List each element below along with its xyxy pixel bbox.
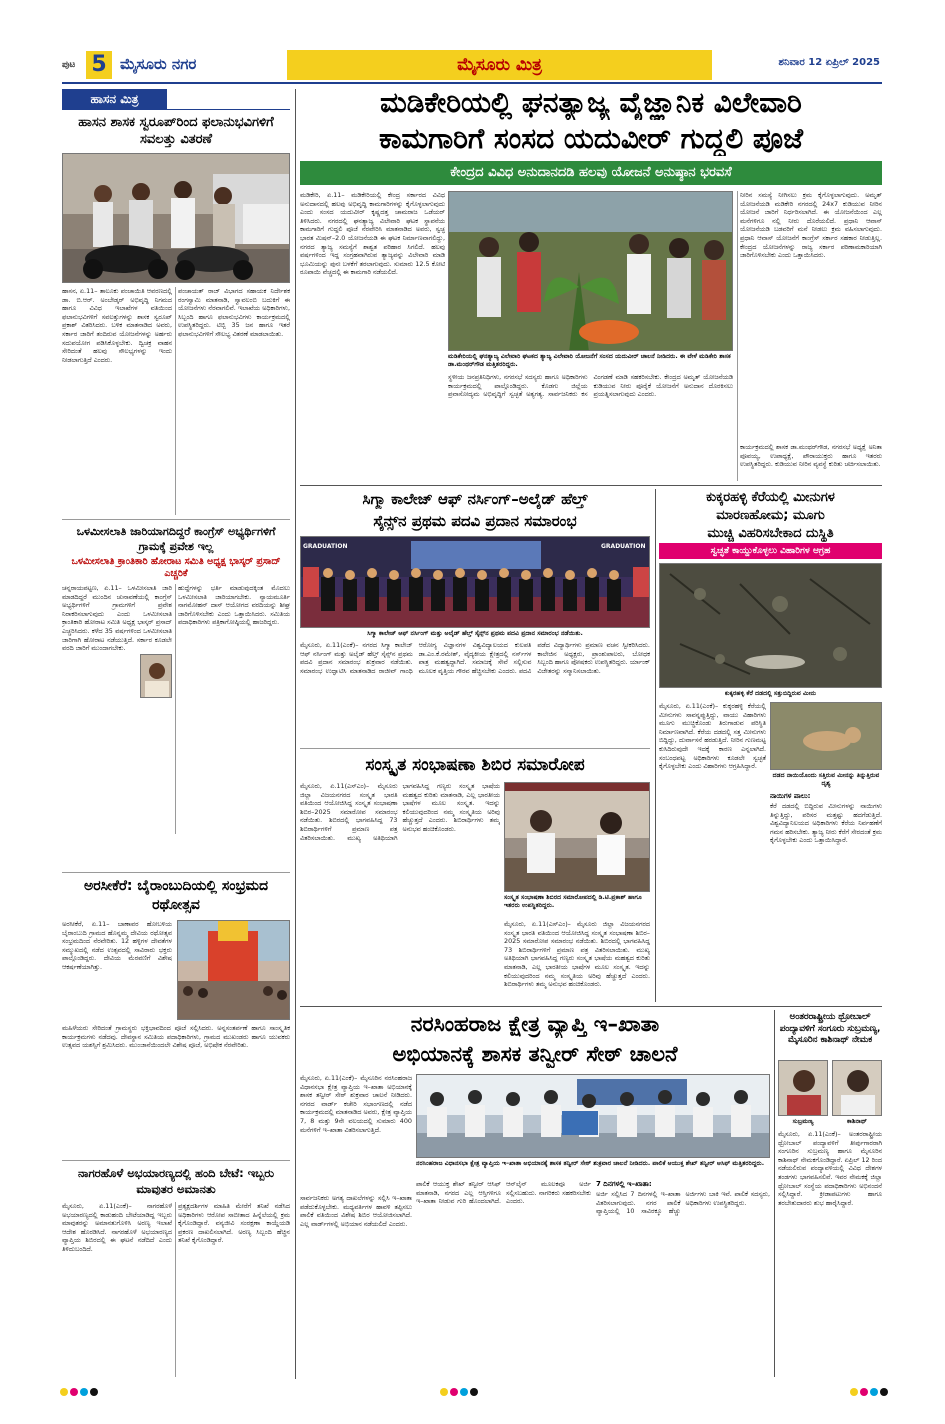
registration-dot — [60, 1388, 68, 1396]
story1-end-rule — [62, 519, 290, 520]
ekhata-headline-2: ಅಭಿಯಾನಕ್ಕೆ ಶಾಸಕ ತನ್ವೀರ್ ಸೇಠ್ ಚಾಲನೆ — [392, 1042, 678, 1066]
throwball-photo-2 — [832, 1060, 882, 1116]
lead-col4: ನೀರಿನ ಸಮಸ್ಯೆ ನೀಗಿಸಲು ಕ್ರಮ ಕೈಗೊಳ್ಳಲಾಗುವುದು. ಅಮೃತ್ ಯೋಜನೆಯಡಿ ಮಡಿಕೇರಿ ನಗರದಲ್ಲಿ 24x7 ಕುಡಿಯುವ ನೀರಿನ ಯೋಜನೆ ಜಾರಿಗೆ ನಿರ್ಧರಿಸಲಾಗಿದೆ. ಈ ಯೋಜನೆಯಿಂದ ಎಲ್ಲ ಮನೆಗಳಿಗೂ ನಲ್ಲಿ ನೀರು ದೊರೆಯಲಿದೆ. ಪ್ರಧಾನಿ ಆವಾಸ್ ಯೋಜನೆಯಡಿ ಬಡವರಿಗೆ ಮನೆ ನೀಡಲು ಕ್ರಮ ವಹಿಸಲಾಗುವುದು. ಪ್ರಧಾನಿ ಆವಾಸ್ ಯೋಜನೆಗೆ ಕಾಂಗ್ರೆಸ್ ಸರ್ಕಾರ ಸಹಕಾರ ನೀಡುತ್ತಿಲ್ಲ. ಕೇಂದ್ರದ ಯೋಜನೆಗಳನ್ನು ರಾಜ್ಯ ಸರ್ಕಾರ ಪರಿಣಾಮಕಾರಿಯಾಗಿ ಜಾರಿಗೊಳಿಸಬೇಕು ಎಂದು ಒತ್ತಾಯಿಸಿದರು. — [740, 191, 882, 260]
sigma-caption: ಸಿಗ್ಮಾ ಕಾಲೇಜ್ ಆಫ್ ನರ್ಸಿಂಗ್ ಮತ್ತು ಅಲೈಡ್ ಹೆಲ್ತ್ ಸೈನ್ಸ್‌ನ ಪ್ರಥಮ ಪದವಿ ಪ್ರದಾನ ಸಮಾರಂಭ ನಡೆಯಿತು. — [367, 630, 583, 637]
left-column-rule — [295, 89, 296, 1379]
story3-headline: ಅರಸೀಕೆರೆ: ಬೈರಾಂಬುದಿಯಲ್ಲಿ ಸಂಭ್ರಮದ ರಥೋತ್ಸವ — [83, 878, 269, 913]
lead-headline-1: ಮಡಿಕೇರಿಯಲ್ಲಿ ಘನತ್ಯಾಜ್ಯ ವೈಜ್ಞಾನಿಕ ವಿಲೇವಾರಿ — [380, 86, 802, 119]
story1-headline: ಹಾಸನ ಶಾಸಕ ಸ್ವರೂಪ್‌ರಿಂದ ಫಲಾನುಭವಿಗಳಿಗೆ ಸವಲತ್ತು ವಿತರಣೆ — [78, 115, 274, 147]
lake-caption-2: ದಡದ ನಾಯಿಯೊಂದು ಸತ್ತಿರುವ ಮೀನನ್ನು ತಿನ್ನುತ್ತಿರುವ ದೃಶ್ಯ — [772, 772, 880, 787]
ekhata-headline-1: ನರಸಿಂಹರಾಜ ಕ್ಷೇತ್ರ ವ್ಯಾಪ್ತಿ ಇ–ಖಾತಾ — [410, 1012, 660, 1036]
ekhata-body-d: ಅರ್ಜಿ ಸಲ್ಲಿಸಿದ 7 ದಿನಗಳಲ್ಲಿ ಇ–ಖಾತಾ ವಿತರಿಸಲಾಗುವುದು. ನಗರ ಪಾಲಿಕೆ ವ್ಯಾಪ್ತಿಯಲ್ಲಿ 10 ಸಾವಿರಕ್ಕೂ ಹೆಚ್ಚು ಅರ್ಜಿಗಳು ಬಾಕಿ ಇವೆ. ಪಾಲಿಕೆ ಸದಸ್ಯರು, ಅಧಿಕಾರಿಗಳು ಉಪಸ್ಥಿತರಿದ್ದರು. — [596, 1190, 770, 1216]
story2-headline: ಒಳಮೀಸಲಾತಿ ಜಾರಿಯಾಗದಿದ್ದರೆ ಕಾಂಗ್ರೆಸ್ ಅಭ್ಯರ್ಥಿಗಳಿಗೆ ಗ್ರಾಮಕ್ಕೆ ಪ್ರವೇಶ ಇಲ್ಲ — [76, 525, 276, 553]
ekhata-body-c: ಪಾಲಿಕೆ ಆಯುಕ್ತ ಶೇಖ್ ತನ್ವೀರ್ ಆಸಿಫ್ ಮಾತನಾಡಿ, ನಗರದ ಎಲ್ಲ ಆಸ್ತಿಗಳಿಗೂ ಇ–ಖಾತಾ ನೀಡುವ ಗುರಿ ಹೊಂದಲಾಗಿದೆ. ಆನ್‌ಲೈನ್ ಮೂಲಕವೂ ಅರ್ಜಿ ಸಲ್ಲಿಸಬಹುದು. ನಾಗರಿಕರು ಸಹಕರಿಸಬೇಕು ಎಂದರು. — [416, 1180, 591, 1206]
lake-headline-1: ಕುಕ್ಕರಹಳ್ಳಿ ಕೆರೆಯಲ್ಲಿ ಮೀನುಗಳ — [706, 490, 835, 505]
sigma-photo — [300, 536, 650, 628]
middle-column-rule — [655, 489, 656, 1002]
page-label: ಪುಟ — [62, 60, 76, 70]
graduation-banner-right: GRADUATION — [601, 543, 646, 550]
ekhata-caption: ನರಸಿಂಹರಾಜ ವಿಧಾನಸಭಾ ಕ್ಷೇತ್ರ ವ್ಯಾಪ್ತಿಯ ಇ–ಖಾತಾ ಅಭಿಯಾನಕ್ಕೆ ಶಾಸಕ ತನ್ವೀರ್ ಸೇಠ್ ಶುಕ್ರವಾರ ಚಾಲನೆ ನೀಡಿದರು. ಪಾಲಿಕೆ ಆಯುಕ್ತ ಶೇಖ್ ತನ್ವೀರ್ ಆಸಿಫ್ ಮತ್ತಿತರರಿದ್ದರು. — [416, 1160, 765, 1167]
sigma-end-rule — [300, 748, 650, 749]
sigma-headline-2: ಸೈನ್ಸ್‌ನ ಪ್ರಥಮ ಪದವಿ ಪ್ರದಾನ ಸಮಾರಂಭ — [373, 512, 577, 530]
registration-dot — [850, 1388, 858, 1396]
page-header — [0, 0, 945, 82]
registration-dot — [80, 1388, 88, 1396]
story1-photo — [62, 153, 290, 283]
paper-name: ಮೈಸೂರು ಮಿತ್ರ — [457, 55, 542, 75]
registration-dot — [440, 1388, 448, 1396]
registration-dot — [460, 1388, 468, 1396]
lake-band: ಸ್ವಚ್ಛತೆ ಕಾಯ್ದುಕೊಳ್ಳಲು ವಿಹಾರಿಗಳ ಆಗ್ರಹ — [659, 543, 882, 559]
ekhata-photo — [416, 1074, 770, 1158]
lead-end-rule — [300, 485, 882, 486]
story1-col-rule — [175, 287, 176, 515]
story4-col-rule — [175, 1202, 176, 1377]
registration-dot — [70, 1388, 78, 1396]
sigma-body: ಮೈಸೂರು, ಏ.11(ಎಂಕೆ)– ನಗರದ ಸಿಗ್ಮಾ ಕಾಲೇಜ್ ಆಫ್ ನರ್ಸಿಂಗ್ ಮತ್ತು ಅಲೈಡ್ ಹೆಲ್ತ್ ಸೈನ್ಸ್‌ನ ಪ್ರಥಮ ಪದವಿ ಪ್ರದಾನ ಸಮಾರಂಭ ಶುಕ್ರವಾರ ನಡೆಯಿತು. ಸಮಾರಂಭ ಉದ್ಘಾಟಿಸಿ ಮಾತನಾಡಿದ ರಾಜೀವ್ ಗಾಂಧಿ ಆರೋಗ್ಯ ವಿಜ್ಞಾನಗಳ ವಿಶ್ವವಿದ್ಯಾಲಯದ ಕುಲಪತಿ ಡಾ.ಎಂ.ಕೆ.ರಮೇಶ್, ವೈದ್ಯಕೀಯ ಕ್ಷೇತ್ರದಲ್ಲಿ ನರ್ಸ್‌ಗಳ ಪಾತ್ರ ಮಹತ್ವದ್ದಾಗಿದೆ. ಸಮಾಜಕ್ಕೆ ಸೇವೆ ಸಲ್ಲಿಸುವ ಮೂಲಕ ವೃತ್ತಿಯ ಗೌರವ ಹೆಚ್ಚಿಸಬೇಕು ಎಂದರು. ಪದವಿ ಪಡೆದ ವಿದ್ಯಾರ್ಥಿಗಳು ಪ್ರಮಾಣ ವಚನ ಸ್ವೀಕರಿಸಿದರು. ಕಾಲೇಜಿನ ಅಧ್ಯಕ್ಷರು, ಪ್ರಾಂಶುಪಾಲರು, ಬೋಧಕ ಸಿಬ್ಬಂದಿ ಹಾಗೂ ಪೋಷಕರು ಉಪಸ್ಥಿತರಿದ್ದರು. ರ್ಯಾಂಕ್ ವಿಜೇತರನ್ನು ಸನ್ಮಾನಿಸಲಾಯಿತು. — [300, 641, 650, 675]
lake-subhead: ನಾಯಿಗಳ ಪಾಲು: — [770, 792, 811, 800]
lake-photo-dog — [770, 702, 882, 770]
sanskrit-photo — [504, 782, 650, 892]
story2-end-rule — [62, 872, 290, 873]
story4-body-a: ಮೈಸೂರು, ಏ.11(ಎಂಕೆ)– ನಾಗರಹೊಳೆ ಅಭಯಾರಣ್ಯದಲ್ಲಿ ಕಾಡುಹಂದಿ ಬೇಟೆಯಾಡಿದ್ದ ಇಬ್ಬರು ಮಾವುತರನ್ನು ಅಮಾನತುಗೊಳಿಸಿ ಅರಣ್ಯ ಇಲಾಖೆ ಆದೇಶ ಹೊರಡಿಸಿದೆ. ನಾಗರಹೊಳೆ ಅಭಯಾರಣ್ಯದ ವ್ಯಾಪ್ತಿಯ ಶಿಬಿರದಲ್ಲಿ ಈ ಘಟನೆ ನಡೆದಿದೆ ಎಂದು ತಿಳಿದುಬಂದಿದೆ. — [62, 1202, 172, 1253]
ekhata-body-a: ಮೈಸೂರು, ಏ.11(ಎಂಕೆ)– ಮೈಸೂರಿನ ನರಸಿಂಹರಾಜ ವಿಧಾನಸಭಾ ಕ್ಷೇತ್ರ ವ್ಯಾಪ್ತಿಯ ಇ–ಖಾತಾ ಅಭಿಯಾನಕ್ಕೆ ಶಾಸಕ ತನ್ವೀರ್ ಸೇಠ್ ಶುಕ್ರವಾರ ಚಾಲನೆ ನೀಡಿದರು. ನಗರದ ವಾರ್ಡ್ ಕಚೇರಿ ಸಭಾಂಗಣದಲ್ಲಿ ನಡೆದ ಕಾರ್ಯಕ್ರಮದಲ್ಲಿ ಮಾತನಾಡಿದ ಅವರು, ಕ್ಷೇತ್ರ ವ್ಯಾಪ್ತಿಯ 7, 8 ಮತ್ತು 9ನೇ ವಲಯದಲ್ಲಿ ಸುಮಾರು 400 ಮನೆಗಳಿಗೆ ಇ–ಖಾತಾ ವಿತರಿಸಲಾಗುತ್ತಿದೆ. — [300, 1074, 412, 1134]
sanskrit-headline: ಸಂಸ್ಕೃತ ಸಂಭಾಷಣಾ ಶಿಬಿರ ಸಮಾರೋಪ — [365, 755, 585, 775]
sanskrit-body: ಮೈಸೂರು, ಏ.11(ಎಸ್‌ಎಂ)– ಮೈಸೂರು ಜಿಲ್ಲಾ ವಿಜಯನಗರದ ಸಂಸ್ಕೃತ ಭಾರತಿ ವತಿಯಿಂದ ಆಯೋಜಿಸಿದ್ದ ಸಂಸ್ಕೃತ ಸಂಭಾಷಣಾ ಶಿಬಿರ–2025 ಸಮಾರೋಪ ಸಮಾರಂಭ ನಡೆಯಿತು. ಶಿಬಿರದಲ್ಲಿ ಭಾಗವಹಿಸಿದ್ದ 73 ಶಿಬಿರಾರ್ಥಿಗಳಿಗೆ ಪ್ರಮಾಣ ಪತ್ರ ವಿತರಿಸಲಾಯಿತು. ಮುಖ್ಯ ಅತಿಥಿಯಾಗಿ ಭಾಗವಹಿಸಿದ್ದ ಗಣ್ಯರು ಸಂಸ್ಕೃತ ಭಾಷೆಯ ಮಹತ್ವದ ಕುರಿತು ಮಾತನಾಡಿ, ಎಲ್ಲ ಭಾರತೀಯ ಭಾಷೆಗಳ ಮೂಲ ಸಂಸ್ಕೃತ. ಇದನ್ನು ಕಲಿಯುವುದರಿಂದ ನಮ್ಮ ಸಂಸ್ಕೃತಿಯ ಅರಿವು ಹೆಚ್ಚುತ್ತದೆ ಎಂದರು. ಶಿಬಿರಾರ್ಥಿಗಳು ತಮ್ಮ ಅನುಭವ ಹಂಚಿಕೊಂಡರು. — [300, 782, 500, 842]
registration-dot — [470, 1388, 478, 1396]
story1-body-a: ಹಾಸನ, ಏ.11– ತಾಲೂಕು ಪಂಚಾಯಿತಿ ಆವರಣದಲ್ಲಿ ಡಾ. ಬಿ.ಆರ್. ಅಂಬೇಡ್ಕರ್ ಅಭಿವೃದ್ಧಿ ನಿಗಮದ ಹಾಗೂ ವಿವಿಧ ಇಲಾಖೆಗಳ ವತಿಯಿಂದ ಫಲಾನುಭವಿಗಳಿಗೆ ಸವಲತ್ತುಗಳನ್ನು ಶಾಸಕ ಸ್ವರೂಪ್ ಪ್ರಕಾಶ್ ವಿತರಿಸಿದರು. ಬಳಿಕ ಮಾತನಾಡಿದ ಅವರು, ಸರ್ಕಾರ ಜಾರಿಗೆ ತಂದಿರುವ ಯೋಜನೆಗಳನ್ನು ಅರ್ಹರು ಸದುಪಯೋಗ ಪಡಿಸಿಕೊಳ್ಳಬೇಕು. ದ್ವಿಚಕ್ರ ವಾಹನ ಸೇರಿದಂತೆ ಹಲವು ಸೌಲಭ್ಯಗಳನ್ನು ಇಂದು ನೀಡಲಾಗುತ್ತಿದೆ ಎಂದರು. — [62, 287, 172, 364]
header-rule — [62, 82, 882, 84]
story2-portrait — [140, 654, 172, 698]
story4-body-b: ಪ್ರತ್ಯಕ್ಷದರ್ಶಿಗಳ ಮಾಹಿತಿ ಮೇರೆಗೆ ತನಿಖೆ ನಡೆಸಿದ ಅಧಿಕಾರಿಗಳು ಆರೋಪ ಸಾಬೀತಾದ ಹಿನ್ನೆಲೆಯಲ್ಲಿ ಕ್ರಮ ಕೈಗೊಂಡಿದ್ದಾರೆ. ವನ್ಯಜೀವಿ ಸಂರಕ್ಷಣಾ ಕಾಯ್ದೆಯಡಿ ಪ್ರಕರಣ ದಾಖಲಿಸಲಾಗಿದೆ. ಅರಣ್ಯ ಸಿಬ್ಬಂದಿ ಹೆಚ್ಚಿನ ತನಿಖೆ ಕೈಗೊಂಡಿದ್ದಾರೆ. — [178, 1202, 290, 1245]
lake-caption-1: ಕುಕ್ಕರಹಳ್ಳಿ ಕೆರೆ ದಡದಲ್ಲಿ ಸತ್ತುಬಿದ್ದಿರುವ ಮೀನು — [724, 690, 817, 697]
lake-headline-2: ಮಾರಣಹೋಮ; ಮೂಗು — [716, 508, 825, 523]
registration-dot — [450, 1388, 458, 1396]
lead-col-rule — [737, 191, 738, 481]
registration-dot — [90, 1388, 98, 1396]
throwball-photo-1 — [778, 1060, 828, 1116]
story3-photo — [177, 920, 290, 1020]
throwball-name-2: ಕಾಶಿನಾಥ್ — [847, 1118, 867, 1125]
lead-photo-caption: ಮಡಿಕೇರಿಯಲ್ಲಿ ಘನತ್ಯಾಜ್ಯ ವಿಲೇವಾರಿ ಘಟಕದ ತ್ಯಾಜ್ಯ ವಿಲೇವಾರಿ ಯೋಜನೆಗೆ ಸಂಸದ ಯದುವೀರ್ ಚಾಲನೆ ನೀಡಿದರು. ಈ ವೇಳೆ ಮಡಿಕೇರಿ ಶಾಸಕ ಡಾ.ಮಂಥರ್‌ಗೌಡ ಮತ್ತಿತರರಿದ್ದರು. — [448, 353, 731, 368]
throwball-headline: ಅಂತರರಾಷ್ಟ್ರೀಯ ಥ್ರೋಬಾಲ್ ಪಂದ್ಯಾವಳಿಗೆ ಸಂಗೂರು ಸುಬ್ರಮಣ್ಯ, ಮೈಸೂರಿನ ಕಾಶಿನಾಥ್ ನೇಮಕ — [779, 1012, 881, 1045]
story4-headline: ನಾಗರಹೊಳೆ ಅಭಯಾರಣ್ಯದಲ್ಲಿ ಹಂದಿ ಬೇಟೆ: ಇಬ್ಬರು ಮಾವುತರ ಅಮಾನತು — [77, 1166, 275, 1196]
ekhata-subhead: 7 ದಿನಗಳಲ್ಲಿ ಇ–ಖಾತಾ: — [596, 1180, 652, 1188]
story1-body-b: ಪಂಚಾಯತ್ ರಾಜ್ ವಿಭಾಗದ ಸಹಾಯಕ ನಿರ್ದೇಶಕ ರಂಗಸ್ವಾಮಿ ಮಾತನಾಡಿ, ಸ್ವಾವಲಂಬಿ ಬದುಕಿಗೆ ಈ ಯೋಜನೆಗಳು ನೆರವಾಗಲಿವೆ. ಇಲಾಖೆಯ ಅಧಿಕಾರಿಗಳು, ಸಿಬ್ಬಂದಿ ಹಾಗೂ ಫಲಾನುಭವಿಗಳು ಕಾರ್ಯಕ್ರಮದಲ್ಲಿ ಉಪಸ್ಥಿತರಿದ್ದರು. ಟಿಬ್ಬಿ 35 ಜನ ಹಾಗೂ ಇತರೆ ಫಲಾನುಭವಿಗಳಿಗೆ ಸೌಲಭ್ಯ ವಿತರಣೆ ಮಾಡಲಾಯಿತು. — [178, 287, 290, 338]
section-name: ಮೈಸೂರು ನಗರ — [120, 55, 197, 73]
registration-dot — [870, 1388, 878, 1396]
lake-body: ಮೈಸೂರು, ಏ.11(ಎಂಕೆ)– ಕುಕ್ಕರಹಳ್ಳಿ ಕೆರೆಯಲ್ಲಿ ಮೀನುಗಳು ಸಾವನ್ನಪ್ಪುತ್ತಿದ್ದು, ವಾಯು ವಿಹಾರಿಗಳು ಮೂಗು ಮುಚ್ಚಿಕೊಂಡು ತಿರುಗಾಡುವ ಪರಿಸ್ಥಿತಿ ನಿರ್ಮಾಣವಾಗಿದೆ. ಕೆರೆಯ ದಡದಲ್ಲಿ ಸತ್ತ ಮೀನುಗಳು ಬಿದ್ದಿದ್ದು, ದುರ್ವಾಸನೆ ಹರಡುತ್ತಿದೆ. ನೀರಿನ ಗುಣಮಟ್ಟ ಕುಸಿದಿರುವುದೇ ಇದಕ್ಕೆ ಕಾರಣ ಎನ್ನಲಾಗಿದೆ. ಸಂಬಂಧಪಟ್ಟ ಅಧಿಕಾರಿಗಳು ಕೂಡಲೇ ಸ್ವಚ್ಛತೆ ಕೈಗೊಳ್ಳಬೇಕು ಎಂದು ವಿಹಾರಿಗಳು ಆಗ್ರಹಿಸಿದ್ದಾರೆ. — [659, 702, 766, 771]
issue-date: ಶನಿವಾರ 12 ಏಪ್ರಿಲ್ 2025 — [778, 57, 880, 68]
page-number: 5 — [91, 52, 107, 77]
story3-body: ಅರಸೀಕೆರೆ, ಏ.11– ಬಾಣಾವರ ಹೋಬಳಿಯ ಬೈರಾಂಬುದಿ ಗ್ರಾಮದ ಹೊನ್ನಮ್ಮ ದೇವಿಯ ರಥೋತ್ಸವ ಸಂಭ್ರಮದಿಂದ ನೆರವೇರಿತು. 12 ಹಳ್ಳಿಗಳ ದೇವತೆಗಳ ಸಮ್ಮುಖದಲ್ಲಿ ನಡೆದ ಉತ್ಸವದಲ್ಲಿ ಸಾವಿರಾರು ಭಕ್ತರು ಪಾಲ್ಗೊಂಡಿದ್ದರು. ದೇವಿಯ ಮೆರವಣಿಗೆ ವಿಶೇಷ ಆಕರ್ಷಣೆಯಾಗಿತ್ತು. — [62, 920, 172, 971]
lead-col2: ಸ್ಥಳೀಯ ಜನಪ್ರತಿನಿಧಿಗಳು, ನಗರಸಭೆ ಸದಸ್ಯರು ಹಾಗೂ ಅಧಿಕಾರಿಗಳು ಕಾರ್ಯಕ್ರಮದಲ್ಲಿ ಪಾಲ್ಗೊಂಡಿದ್ದರು. ಕೊಡಗು ಜಿಲ್ಲೆಯ ಪ್ರವಾಸೋದ್ಯಮ ಅಭಿವೃದ್ಧಿಗೆ ಸ್ವಚ್ಛತೆ ಅತ್ಯಗತ್ಯ. ಸಾರ್ವಜನಿಕರು ಕಸ ವಿಂಗಡಣೆ ಮಾಡಿ ಸಹಕರಿಸಬೇಕು. ಕೇಂದ್ರದ ಅಮೃತ್ ಯೋಜನೆಯಡಿ ಕುಡಿಯುವ ನೀರು ಪೂರೈಕೆ ಯೋಜನೆಗೆ ಅನುದಾನ ದೊರಕಿಸಲು ಪ್ರಯತ್ನಿಸಲಾಗುವುದು ಎಂದರು. — [448, 373, 733, 399]
lead-band: ಕೇಂದ್ರದ ವಿವಿಧ ಅನುದಾನದಡಿ ಹಲವು ಯೋಜನೆ ಅನುಷ್ಠಾನ ಭರವಸೆ — [300, 161, 882, 185]
lake-photo-fish — [659, 563, 882, 688]
ekhata-body-b: ಸಾರ್ವಜನಿಕರು ಅಗತ್ಯ ದಾಖಲೆಗಳನ್ನು ಸಲ್ಲಿಸಿ ಇ–ಖಾತಾ ಪಡೆದುಕೊಳ್ಳಬೇಕು. ಮಧ್ಯವರ್ತಿಗಳ ಹಾವಳಿ ತಪ್ಪಿಸಲು ಪಾಲಿಕೆ ವತಿಯಿಂದ ವಿಶೇಷ ಶಿಬಿರ ಆಯೋಜಿಸಲಾಗಿದೆ. ಎಲ್ಲ ವಾರ್ಡ್‌ಗಳಲ್ಲಿ ಅಭಿಯಾನ ನಡೆಯಲಿದೆ ಎಂದರು. — [300, 1194, 412, 1228]
story3-end-rule — [62, 1160, 290, 1161]
throwball-body: ಮೈಸೂರು, ಏ.11(ಎಂಕೆ)– ಅಂತರರಾಷ್ಟ್ರೀಯ ಥ್ರೋಬಾಲ್ ಪಂದ್ಯಾವಳಿಗೆ ತೀರ್ಪುಗಾರರಾಗಿ ಸಂಗೂರಿನ ಸುಬ್ರಮಣ್ಯ ಹಾಗೂ ಮೈಸೂರಿನ ಕಾಶಿನಾಥ್ ನೇಮಕಗೊಂಡಿದ್ದಾರೆ. ಏಪ್ರಿಲ್ 12 ರಿಂದ ನಡೆಯಲಿರುವ ಪಂದ್ಯಾವಳಿಯಲ್ಲಿ ವಿವಿಧ ದೇಶಗಳ ತಂಡಗಳು ಭಾಗವಹಿಸಲಿವೆ. ಇವರ ನೇಮಕಕ್ಕೆ ಜಿಲ್ಲಾ ಥ್ರೋಬಾಲ್ ಸಂಸ್ಥೆಯ ಪದಾಧಿಕಾರಿಗಳು ಅಭಿನಂದನೆ ಸಲ್ಲಿಸಿದ್ದಾರೆ. ಕ್ರೀಡಾಪಟುಗಳು ಹಾಗೂ ತರಬೇತುದಾರರು ಶುಭ ಹಾರೈಸಿದ್ದಾರೆ. — [778, 1130, 882, 1207]
sanskrit-caption: ಸಂಸ್ಕೃತ ಸಂಭಾಷಣಾ ಶಿಬಿರದ ಸಮಾರೋಪದಲ್ಲಿ ಡಿ.ಟಿ.ಪ್ರಕಾಶ್ ಹಾಗೂ ಇತರರು ಉಪಸ್ಥಿತರಿದ್ದರು. — [504, 894, 642, 909]
story3-body-wide: ಮಹಿಳೆಯರು ಸೇರಿದಂತೆ ಗ್ರಾಮಸ್ಥರು ಭಕ್ತಿಭಾವದಿಂದ ಪೂಜೆ ಸಲ್ಲಿಸಿದರು. ಅನ್ನಸಂತರ್ಪಣೆ ಹಾಗೂ ಸಾಂಸ್ಕೃತಿಕ ಕಾರ್ಯಕ್ರಮಗಳು ನಡೆದವು. ದೇವಸ್ಥಾನ ಸಮಿತಿಯ ಪದಾಧಿಕಾರಿಗಳು, ಗ್ರಾಮದ ಮುಖಂಡರು ಹಾಗೂ ಯುವಕರು ಉತ್ಸವದ ಯಶಸ್ಸಿಗೆ ಶ್ರಮಿಸಿದರು. ಮುಂಜಾನೆಯಿಂದಲೇ ವಿಶೇಷ ಪೂಜೆ, ಅಭಿಷೇಕ ನೆರವೇರಿತು. — [62, 1024, 290, 1050]
bottom-right-rule — [774, 1010, 775, 1377]
lead-headline-2: ಕಾಮಗಾರಿಗೆ ಸಂಸದ ಯದುವೀರ್ ಗುದ್ದಲಿ ಪೂಜೆ — [378, 122, 804, 155]
registration-dot — [860, 1388, 868, 1396]
throwball-name-1: ಸುಬ್ರಮಣ್ಯ — [792, 1118, 814, 1125]
story2-body-b: ಹುದ್ದೆಗಳನ್ನು ಭರ್ತಿ ಮಾಡುವುದಕ್ಕಿಂತ ಮೊದಲು ಒಳಮೀಸಲಾತಿ ಜಾರಿಯಾಗಬೇಕು. ನ್ಯಾಯಮೂರ್ತಿ ನಾಗಮೋಹನ್ ದಾಸ್ ಆಯೋಗದ ವರದಿಯನ್ನು ಶೀಘ್ರ ಜಾರಿಗೊಳಿಸಬೇಕು ಎಂದು ಒತ್ತಾಯಿಸಿದರು. ಸಮಿತಿಯ ಪದಾಧಿಕಾರಿಗಳು ಪತ್ರಿಕಾಗೋಷ್ಠಿಯಲ್ಲಿ ಹಾಜರಿದ್ದರು. — [178, 584, 290, 627]
section-tag-rule — [62, 109, 290, 110]
story2-subhead: ಒಳಮೀಸಲಾತಿ ಕ್ರಾಂತಿಕಾರಿ ಹೋರಾಟ ಸಮಿತಿ ಅಧ್ಯಕ್ಷ ಭಾಸ್ಕರ್ ಪ್ರಸಾದ್ ಎಚ್ಚರಿಕೆ — [71, 556, 281, 579]
story2-col-rule — [175, 584, 176, 834]
graduation-banner-left: GRADUATION — [303, 543, 348, 550]
sigma-headline-1: ಸಿಗ್ಮಾ ಕಾಲೇಜ್ ಆಫ್ ನರ್ಸಿಂಗ್–ಅಲೈಡ್ ಹೆಲ್ತ್ — [362, 490, 588, 508]
story2-body-a: ಚನ್ನರಾಯಪಟ್ಟಣ, ಏ.11– ಒಳಮೀಸಲಾತಿ ಜಾರಿ ಮಾಡದಿದ್ದರೆ ಮುಂದಿನ ಚುನಾವಣೆಯಲ್ಲಿ ಕಾಂಗ್ರೆಸ್ ಅಭ್ಯರ್ಥಿಗಳಿಗೆ ಗ್ರಾಮಗಳಿಗೆ ಪ್ರವೇಶ ನಿರಾಕರಿಸಲಾಗುವುದು ಎಂದು ಒಳಮೀಸಲಾತಿ ಕ್ರಾಂತಿಕಾರಿ ಹೋರಾಟ ಸಮಿತಿ ಅಧ್ಯಕ್ಷ ಭಾಸ್ಕರ್ ಪ್ರಸಾದ್ ಎಚ್ಚರಿಸಿದರು. ಕಳೆದ 35 ವರ್ಷಗಳಿಂದ ಒಳಮೀಸಲಾತಿ ಜಾರಿಗಾಗಿ ಹೋರಾಟ ನಡೆಯುತ್ತಿದೆ. ಸರ್ಕಾರ ಕೂಡಲೇ ವರದಿ ಜಾರಿಗೆ ಮುಂದಾಗಬೇಕು. — [62, 584, 172, 653]
lake-body-2: ಕೆರೆ ದಡದಲ್ಲಿ ಬಿದ್ದಿರುವ ಮೀನುಗಳನ್ನು ನಾಯಿಗಳು ತಿನ್ನುತ್ತಿದ್ದು, ಪರಿಸರ ಮತ್ತಷ್ಟು ಹದಗೆಡುತ್ತಿದೆ. ವಿಶ್ವವಿದ್ಯಾನಿಲಯದ ಅಧಿಕಾರಿಗಳು ಕೆರೆಯ ನಿರ್ವಹಣೆಗೆ ಗಮನ ಹರಿಸಬೇಕು. ತ್ಯಾಜ್ಯ ನೀರು ಕೆರೆಗೆ ಸೇರದಂತೆ ಕ್ರಮ ಕೈಗೊಳ್ಳಬೇಕು ಎಂದು ಒತ್ತಾಯಿಸಿದ್ದಾರೆ. — [770, 802, 882, 845]
section-tag: ಹಾಸನ ಮಿತ್ರ — [90, 92, 139, 106]
registration-dot — [880, 1388, 888, 1396]
sanskrit-body-2: ಮೈಸೂರು, ಏ.11(ಎಸ್‌ಎಂ)– ಮೈಸೂರು ಜಿಲ್ಲಾ ವಿಜಯನಗರದ ಸಂಸ್ಕೃತ ಭಾರತಿ ವತಿಯಿಂದ ಆಯೋಜಿಸಿದ್ದ ಸಂಸ್ಕೃತ ಸಂಭಾಷಣಾ ಶಿಬಿರ–2025 ಸಮಾರೋಪ ಸಮಾರಂಭ ನಡೆಯಿತು. ಶಿಬಿರದಲ್ಲಿ ಭಾಗವಹಿಸಿದ್ದ 73 ಶಿಬಿರಾರ್ಥಿಗಳಿಗೆ ಪ್ರಮಾಣ ಪತ್ರ ವಿತರಿಸಲಾಯಿತು. ಮುಖ್ಯ ಅತಿಥಿಯಾಗಿ ಭಾಗವಹಿಸಿದ್ದ ಗಣ್ಯರು ಸಂಸ್ಕೃತ ಭಾಷೆಯ ಮಹತ್ವದ ಕುರಿತು ಮಾತನಾಡಿ, ಎಲ್ಲ ಭಾರತೀಯ ಭಾಷೆಗಳ ಮೂಲ ಸಂಸ್ಕೃತ. ಇದನ್ನು ಕಲಿಯುವುದರಿಂದ ನಮ್ಮ ಸಂಸ್ಕೃತಿಯ ಅರಿವು ಹೆಚ್ಚುತ್ತದೆ ಎಂದರು. ಶಿಬಿರಾರ್ಥಿಗಳು ತಮ್ಮ ಅನುಭವ ಹಂಚಿಕೊಂಡರು. — [504, 920, 650, 989]
lead-col1: ಮಡಿಕೇರಿ, ಏ.11– ಮಡಿಕೇರಿಯಲ್ಲಿ ಕೇಂದ್ರ ಸರ್ಕಾರದ ವಿವಿಧ ಅನುದಾನದಲ್ಲಿ ಹಲವು ಅಭಿವೃದ್ಧಿ ಕಾಮಗಾರಿಗಳನ್ನು ಕೈಗೊಳ್ಳಲಾಗುವುದು ಎಂದು ಸಂಸದ ಯದುವೀರ್ ಕೃಷ್ಣದತ್ತ ಚಾಮರಾಜ ಒಡೆಯರ್ ತಿಳಿಸಿದರು. ನಗರದಲ್ಲಿ ಘನತ್ಯಾಜ್ಯ ವಿಲೇವಾರಿ ಘಟಕ ಸ್ಥಾಪನೆಯ ಕಾಮಗಾರಿಗೆ ಗುದ್ದಲಿ ಪೂಜೆ ನೆರವೇರಿಸಿ ಮಾತನಾಡಿದ ಅವರು, ಸ್ವಚ್ಛ ಭಾರತ ಮಿಷನ್–2.0 ಯೋಜನೆಯಡಿ ಈ ಘಟಕ ನಿರ್ಮಾಣವಾಗಲಿದ್ದು, ನಗರದ ತ್ಯಾಜ್ಯ ಸಮಸ್ಯೆಗೆ ಶಾಶ್ವತ ಪರಿಹಾರ ಸಿಗಲಿದೆ. ಹಲವು ವರ್ಷಗಳಿಂದ ಇದ್ದ ಸಂಗ್ರಹವಾಗಿರುವ ತ್ಯಾಜ್ಯವನ್ನು ವಿಲೇವಾರಿ ಮಾಡಿ ಭೂಮಿಯನ್ನು ಪುನಃ ಬಳಕೆಗೆ ತರಲಾಗುವುದು. ಸುಮಾರು 12.5 ಕೋಟಿ ರೂಪಾಯಿ ವೆಚ್ಚದಲ್ಲಿ ಈ ಕಾಮಗಾರಿ ನಡೆಯಲಿದೆ. — [300, 191, 445, 277]
lake-headline-3: ಮುಚ್ಚಿ ವಿಹರಿಸಬೇಕಾದ ದುಸ್ಥಿತಿ — [707, 526, 834, 541]
mid-end-rule — [300, 1006, 882, 1007]
lead-photo — [448, 191, 733, 351]
lead-tail: ಕಾರ್ಯಕ್ರಮದಲ್ಲಿ ಶಾಸಕ ಡಾ.ಮಂಥರ್‌ಗೌಡ, ನಗರಸಭೆ ಅಧ್ಯಕ್ಷೆ ಅನಿತಾ ಪೂವಯ್ಯ, ಉಪಾಧ್ಯಕ್ಷೆ, ಪೌರಾಯುಕ್ತರು ಹಾಗೂ ಇತರರು ಉಪಸ್ಥಿತರಿದ್ದರು. ಕುಡಿಯುವ ನೀರಿನ ವ್ಯವಸ್ಥೆ ಕುರಿತು ಚರ್ಚಿಸಲಾಯಿತು. — [740, 443, 882, 469]
